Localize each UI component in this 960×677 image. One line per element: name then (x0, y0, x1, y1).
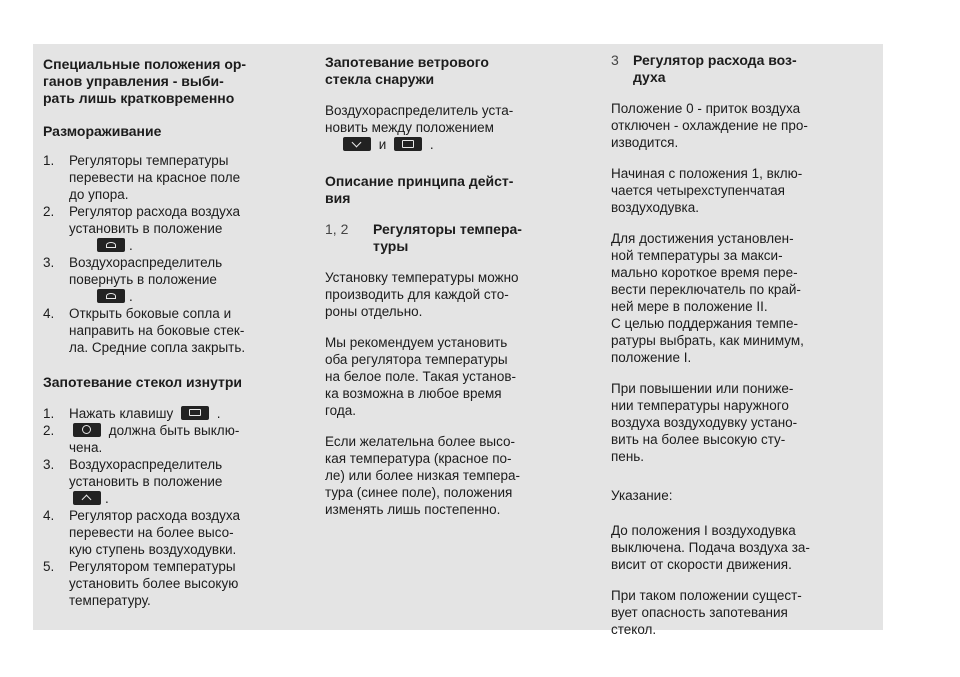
fog-inside-list (43, 405, 311, 609)
list-item: 2. Регулятор расхода воздуха установить в положение . (43, 204, 240, 253)
paragraph: Установку температуры можно производить для каждой сто- роны отдельно. (325, 270, 519, 319)
fan-icon (97, 289, 125, 303)
defrost-heading: Размораживание (43, 123, 162, 139)
list-item: 3. Воздухораспределитель установить в положение . (43, 457, 223, 506)
list-item: 2. должна быть выклю- чена. (43, 423, 240, 455)
column-3 (611, 52, 877, 638)
paragraph: Если желательна более высо- кая температура (красное по- ле) или более низкая темпера- тура (синее поле), положения изменять лишь постепенно. (325, 434, 521, 517)
paragraph: Начиная с положения 1, вклю- чается четырехступенчатая воздуходувка. (611, 166, 803, 215)
list-item: 4. Открыть боковые сопла и направить на боковые стек- ла. Средние сопла закрыть. (43, 306, 246, 355)
recirculation-icon (73, 423, 101, 437)
note-label: Указание: (611, 488, 673, 503)
list-item: 3. Воздухораспределитель повернуть в положение . (43, 255, 223, 304)
paragraph: Мы рекомендуем установить оба регулятора температуры на белое поле. Такая установ- ка возможна в любое время года. (325, 335, 516, 418)
list-item: 1. Регуляторы температуры перевести на красное поле до упора. (43, 153, 241, 202)
column-2 (325, 54, 593, 518)
rear-window-icon (181, 406, 209, 420)
manual-page (33, 44, 883, 637)
list-item: 1. Нажать клавишу . (43, 406, 221, 421)
principle-heading: Описание принципа дейст- вия (325, 173, 514, 206)
windshield-down-icon (343, 137, 371, 151)
fog-outside-heading: Запотевание ветрового стекла снаружи (325, 54, 489, 87)
paragraph: До положения I воздуходувка выключена. Подача воздуха за- висит от скорости движения. (611, 523, 810, 572)
list-item: 4. Регулятор расхода воздуха перевести на более высо- кую ступень воздуходувки. (43, 508, 240, 557)
air-flow-regulator-heading: 3 Регулятор расхода воз- духа (611, 52, 797, 85)
column-1 (43, 56, 311, 609)
paragraph: При повышении или пониже- нии температуры наружного воздуха воздуходувку устано- вить на более высокую сту- пень. (611, 381, 798, 464)
paragraph: При таком положении сущест- вует опасность запотевания стекол. (611, 588, 802, 637)
defrost-list (43, 152, 311, 356)
list-item: 5. Регулятором температуры установить более высокую температуру. (43, 559, 239, 608)
windshield-icon (73, 491, 101, 505)
special-positions-heading: Специальные положения ор- ганов управления - выби- рать лишь кратковременно (43, 56, 247, 106)
fan-icon (97, 238, 125, 252)
windshield-vent-icon (394, 137, 422, 151)
fog-inside-heading: Запотевание стекол изнутри (43, 374, 243, 390)
paragraph: Для достижения установлен- ной температуры за макси- мально короткое время пере- вести переключатель по край- ней мере в положение II. С целью поддержания темпе- ратуры выбрать, как минимум, положение I. (611, 231, 804, 365)
temperature-regulators-heading: 1, 2 Регуляторы темпера- туры (325, 221, 522, 254)
fog-outside-text: Воздухораспределитель уста- новить между положением и . (325, 103, 514, 152)
paragraph: Положение 0 - приток воздуха отключен - охлаждение не про- изводится. (611, 101, 808, 150)
